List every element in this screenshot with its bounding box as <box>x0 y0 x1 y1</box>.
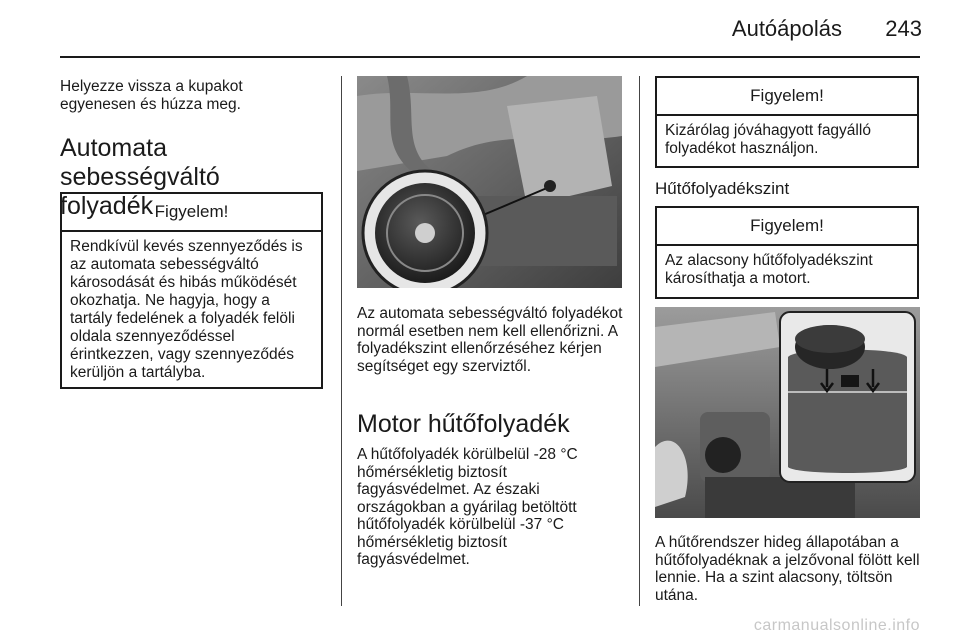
transmission-fluid-cap-photo <box>357 76 622 288</box>
warning-box-coolant-level <box>655 206 919 299</box>
watermark: carmanualsonline.info <box>753 617 920 634</box>
section-heading-coolant: Motor hűtőfolyadék <box>357 410 570 438</box>
coolant-paragraph: A hűtőfolyadék körülbelül -28 °C hőmérsékletig biztosít fagyásvédelmet. Az északi országokban a gyárilag betöltött hűtőfolyadék körülbelül -37 °C hőmérsékletig biztosít fagyásvédelmet. <box>357 446 578 568</box>
warning-title: Figyelem! <box>657 78 917 116</box>
warning-text: Az alacsony hűtőfolyadékszint károsíthatja a motort. <box>665 252 873 287</box>
warning-text: Kizárólag jóváhagyott fagyálló folyadékot használjon. <box>665 122 871 157</box>
coolant-level-caption: A hűtőrendszer hideg állapotában a hűtőfolyadéknak a jelzővonal fölött kell lennie. Ha a szint alacsony, töltsön utána. <box>655 534 920 604</box>
header-divider <box>60 56 920 58</box>
heading-line-1: Automata sebességváltó <box>60 134 220 191</box>
warning-box-antifreeze <box>655 76 919 168</box>
subheading-coolant-level: Hűtőfolyadékszint <box>655 179 790 198</box>
page-header-title: Autóápolás <box>731 16 842 41</box>
column-divider-1 <box>341 76 342 606</box>
intro-paragraph: Helyezze vissza a kupakot egyenesen és húzza meg. <box>60 78 243 113</box>
coolant-reservoir-photo <box>655 307 920 518</box>
transmission-caption: Az automata sebességváltó folyadékot normál esetben nem kell ellenőrizni. A folyadékszint ellenőrzéséhez kérjen segítséget egy szerviztől. <box>357 305 623 375</box>
warning-title: Figyelem! <box>62 194 321 232</box>
warning-text: Rendkívül kevés szennyeződés is az automata sebességváltó károsodását és hibás működését okozhatja. Ne hagyja, hogy a tartály fedelének a folyadék felöli oldala szennyeződéssel érintkezzen, vagy szennyeződés kerüljön a tartályba. <box>70 238 303 381</box>
warning-title: Figyelem! <box>657 208 917 246</box>
heading-line-2: folyadék <box>60 192 154 220</box>
column-divider-2 <box>639 76 640 606</box>
page-number: 243 <box>885 16 922 41</box>
warning-box-transmission <box>60 192 323 389</box>
